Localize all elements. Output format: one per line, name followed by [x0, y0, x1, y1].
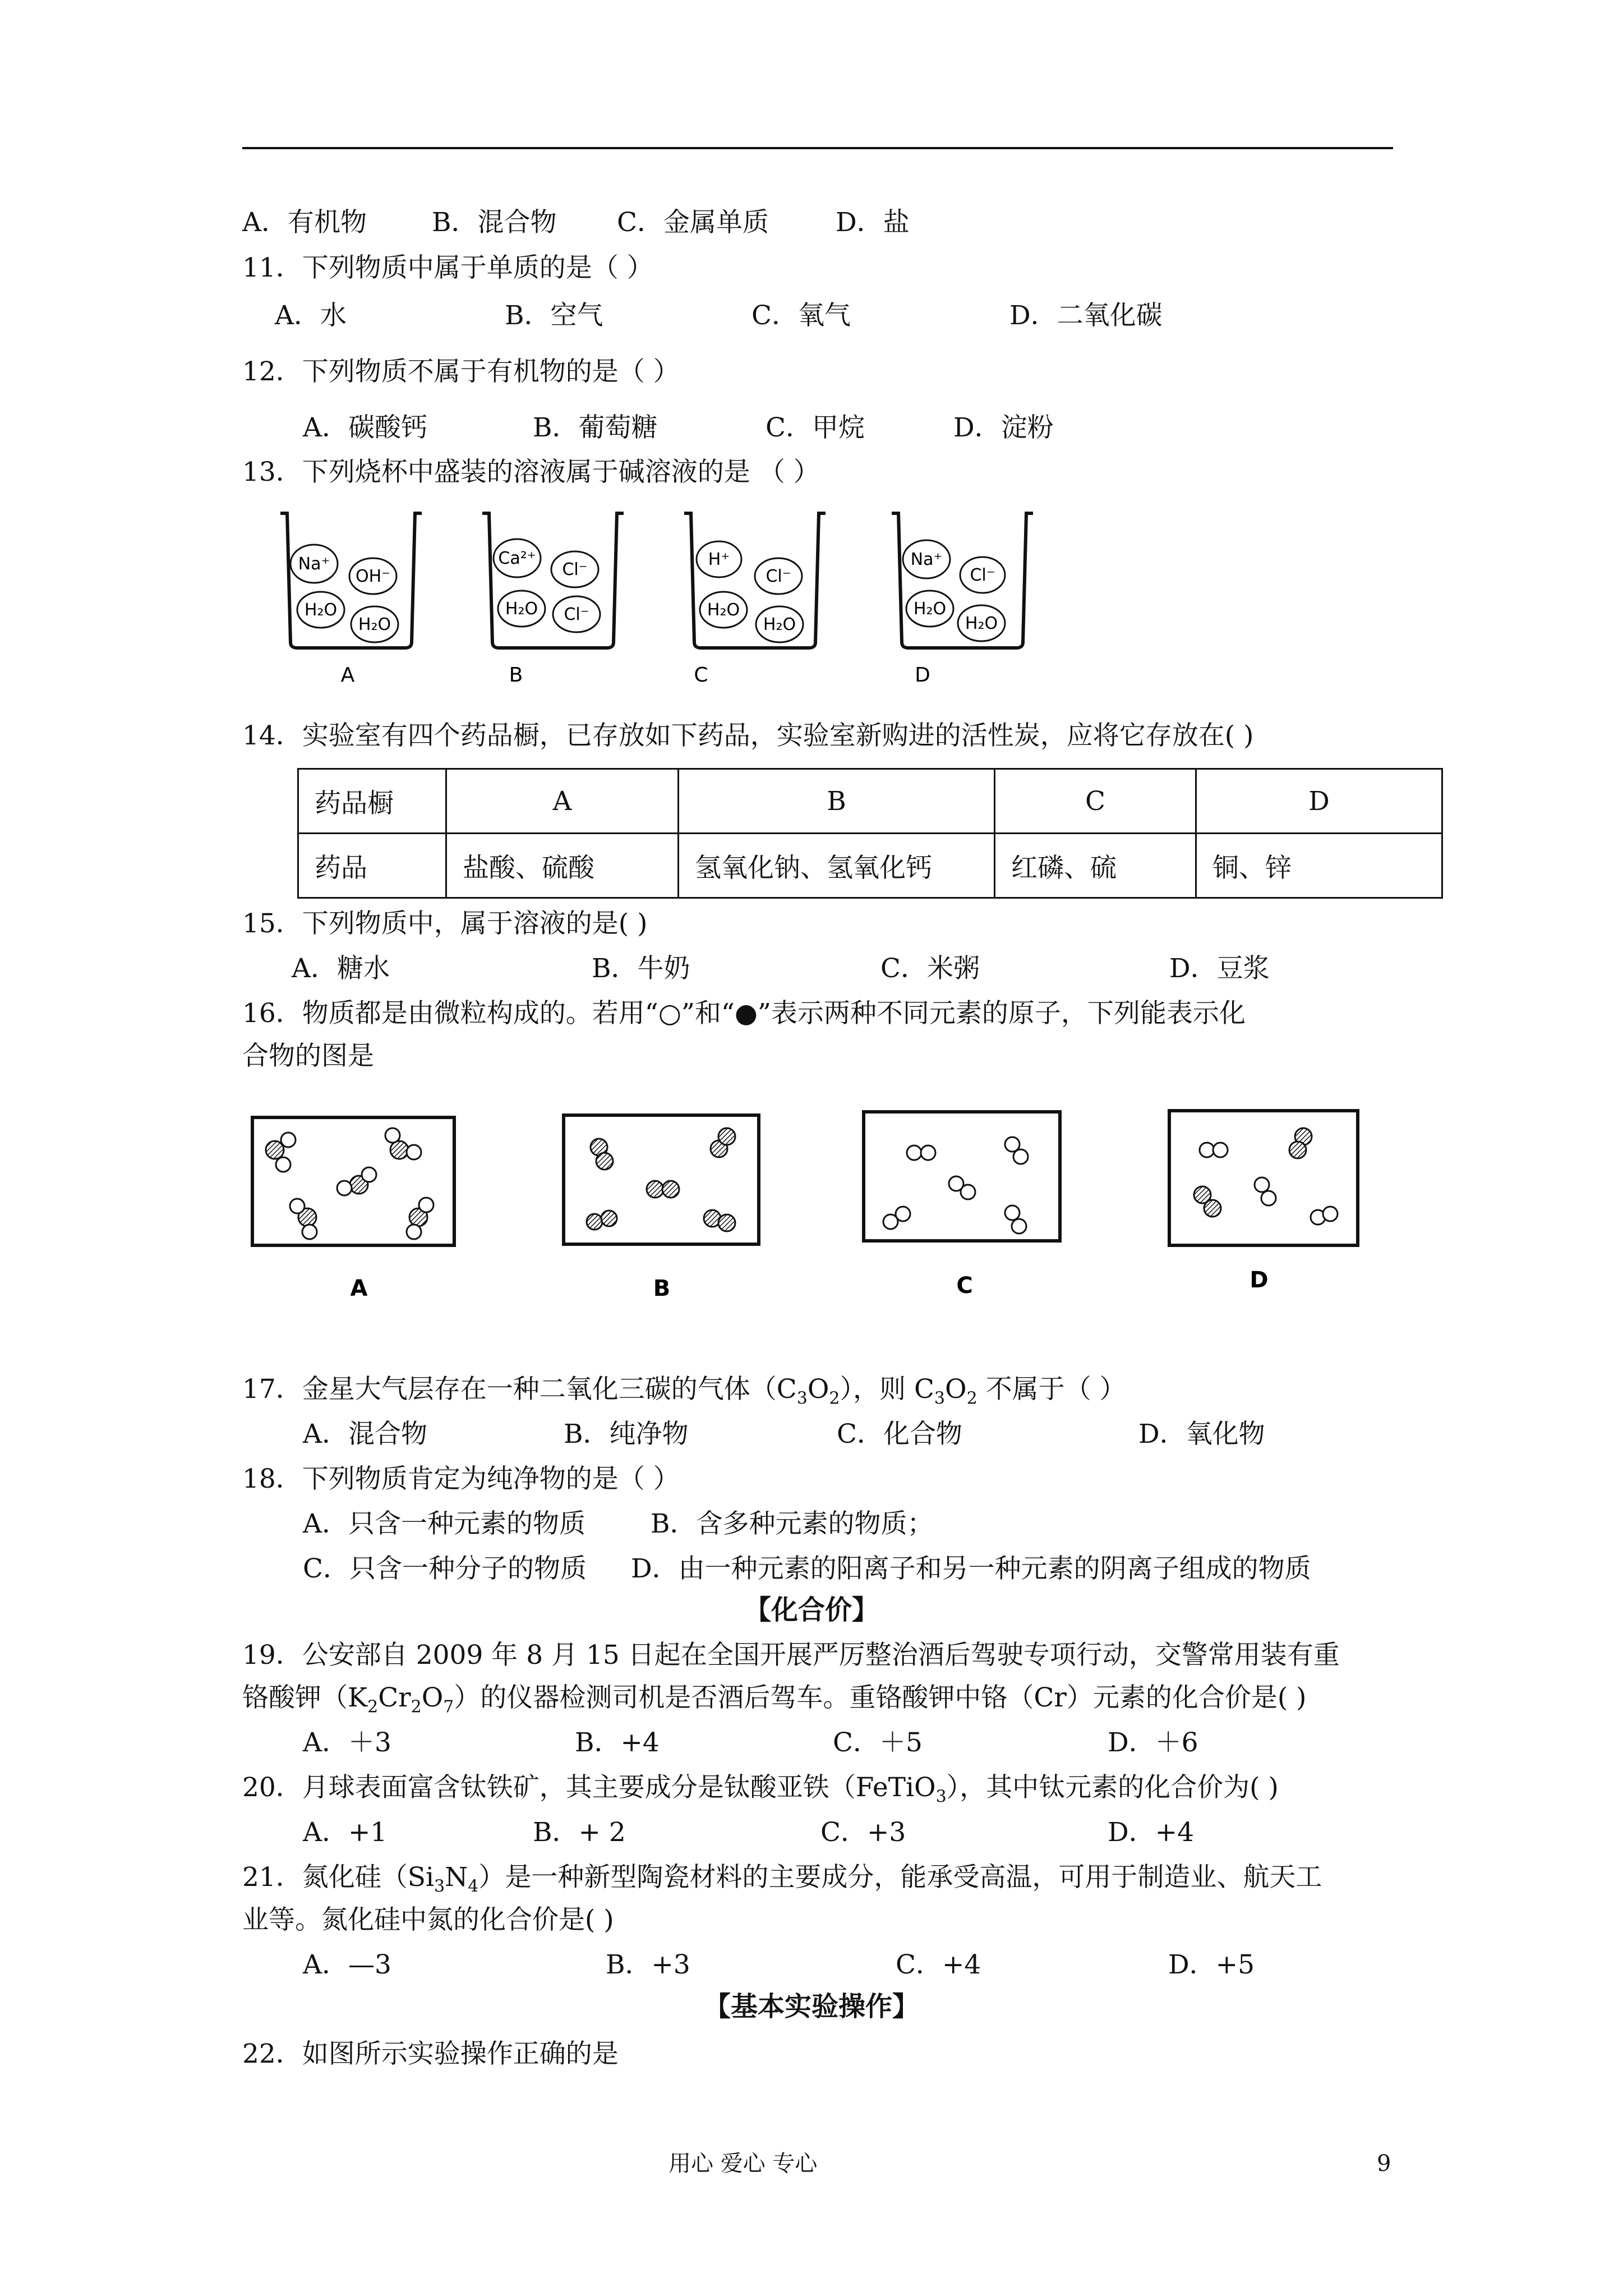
table-cell: C [995, 769, 1196, 834]
q12-option-a: A．碳酸钙 [303, 412, 427, 443]
q21-stem-text: 21．氮化硅（Si [242, 1862, 435, 1893]
table-cell: 氢氧化钠、氢氧化钙 [679, 834, 995, 898]
q17-stem-text: 不属于（ ） [977, 1374, 1126, 1405]
beaker-d-ion-3: H₂O [913, 599, 947, 619]
q15-option-d: D．豆浆 [1169, 953, 1270, 984]
beaker-b-ion-4: Cl⁻ [564, 605, 589, 624]
table-cell: 铜、锌 [1196, 834, 1442, 898]
q18-option-b: B．含多种元素的物质； [651, 1508, 934, 1539]
q13-stem: 13．下列烧杯中盛装的溶液属于碱溶液的是 （ ） [242, 457, 820, 487]
q18-option-c: C．只含一种分子的物质 [303, 1553, 587, 1584]
q16-stem-line1: 16．物质都是由微粒构成的。若用“○”和“●”表示两种不同元素的原子，下列能表示化 [242, 998, 1246, 1029]
table-cell: 红磷、硫 [995, 834, 1196, 898]
subscript: 3 [796, 1388, 808, 1409]
q22-stem: 22．如图所示实验操作正确的是 [242, 2039, 619, 2069]
q21-stem-line1 [242, 1861, 1322, 1897]
beaker-a-ion-1: Na⁺ [298, 554, 330, 574]
q20-option-a: A．+1 [303, 1817, 388, 1848]
beaker-c [684, 513, 826, 687]
table-cell: 盐酸、硫酸 [446, 834, 679, 898]
table-cell: D [1196, 769, 1442, 834]
beaker-b [482, 513, 624, 687]
subscript: 2 [829, 1388, 840, 1409]
subscript: 3 [434, 1876, 445, 1897]
beaker-d-ion-2: Cl⁻ [970, 565, 995, 585]
subscript: 2 [966, 1388, 978, 1409]
q19-stem-line1: 19．公安部自 2009 年 8 月 15 日起在全国开展严厉整治酒后驾驶专项行动，交警常用装有重 [242, 1640, 1340, 1671]
beaker-c-label: C [694, 664, 708, 687]
subscript: 2 [411, 1697, 422, 1717]
beaker-c-ion-2: Cl⁻ [766, 567, 791, 586]
beaker-b-ion-3: H₂O [505, 599, 538, 619]
q20-option-c: C．+3 [820, 1817, 906, 1848]
q16-stem-line2: 合物的图是 [242, 1041, 374, 1071]
q20-option-b: B．+ 2 [533, 1817, 626, 1848]
q11-option-a: A．水 [275, 300, 347, 331]
beaker-b-label: B [509, 664, 523, 687]
beaker-a-ion-2: OH⁻ [355, 567, 391, 586]
subscript: 2 [367, 1697, 379, 1717]
panel-b-label: B [653, 1276, 671, 1301]
q10-option-d: D．盐 [836, 207, 910, 238]
beaker-d-ion-4: H₂O [965, 614, 998, 633]
panel-a-label: A [350, 1276, 368, 1301]
subscript: 7 [443, 1697, 454, 1717]
q17-option-b: B．纯净物 [564, 1419, 689, 1450]
subscript: 3 [934, 1388, 946, 1409]
q17-option-a: A．混合物 [303, 1419, 427, 1450]
panel-c [864, 1112, 1060, 1299]
medicine-cabinet-table [297, 768, 1443, 899]
beaker-c-ion-3: H₂O [707, 600, 740, 620]
q12-option-d: D．淀粉 [953, 412, 1054, 443]
table-cell: 药品 [298, 834, 446, 898]
q17-stem-text: O [945, 1374, 967, 1405]
q18-option-d: D．由一种元素的阳离子和另一种元素的阴离子组成的物质 [631, 1553, 1311, 1584]
beaker-a-label: A [340, 664, 355, 687]
q14-stem: 14．实验室有四个药品橱，已存放如下药品，实验室新购进的活性炭，应将它存放在( ) [242, 720, 1254, 751]
q21-stem-text: ）是一种新型陶瓷材料的主要成分，能承受高温，可用于制造业、航天工 [478, 1862, 1322, 1893]
table-row [298, 834, 1442, 898]
q19-option-c: C．＋5 [833, 1727, 923, 1758]
q15-stem: 15．下列物质中，属于溶液的是( ) [242, 908, 648, 939]
q19-option-a: A．＋3 [303, 1727, 391, 1758]
q19-stem-line2 [242, 1681, 1306, 1715]
q21-stem-text: N [445, 1862, 468, 1893]
q11-option-b: B．空气 [505, 300, 603, 331]
page-number: 9 [1377, 2151, 1391, 2177]
beaker-a [280, 513, 422, 687]
q15-option-b: B．牛奶 [592, 953, 690, 984]
q19-stem-text: ）的仪器检测司机是否酒后驾车。重铬酸钾中铬（Cr）元素的化合价是( ) [454, 1682, 1307, 1713]
q11-option-c: C．氧气 [751, 300, 851, 331]
beaker-c-ion-4: H₂O [763, 615, 796, 634]
table-cell: A [446, 769, 679, 834]
panel-d-label: D [1249, 1267, 1269, 1293]
q21-option-d: D．+5 [1168, 1949, 1255, 1980]
table-cell: 药品橱 [298, 769, 446, 834]
beaker-d-ion-1: Na⁺ [910, 550, 943, 569]
panel-a [252, 1117, 454, 1301]
q17-stem [242, 1373, 1126, 1409]
q20-stem-text: 20．月球表面富含钛铁矿，其主要成分是钛酸亚铁（FeTiO [242, 1772, 936, 1803]
q19-stem-text: O [421, 1682, 444, 1713]
q13-beakers-figure [0, 0, 1623, 696]
q21-option-a: A．—3 [303, 1949, 391, 1980]
table-row [298, 769, 1442, 834]
q17-stem-text: ），则 C [840, 1374, 934, 1405]
q18-option-a: A．只含一种元素的物质 [303, 1508, 585, 1539]
q15-option-c: C．米粥 [880, 953, 980, 984]
q21-option-c: C．+4 [896, 1949, 981, 1980]
beaker-c-ion-1: H⁺ [708, 550, 730, 569]
beaker-a-ion-4: H₂O [358, 615, 391, 634]
q17-stem-text: O [807, 1374, 829, 1405]
q21-stem-line2: 业等。氮化硅中氮的化合价是( ) [242, 1904, 614, 1935]
q20-stem-text: ），其中钛元素的化合价为( ) [946, 1772, 1279, 1803]
q17-option-d: D．氧化物 [1138, 1419, 1265, 1450]
beaker-d [892, 513, 1033, 687]
q19-stem-text: 铬酸钾（K [242, 1682, 368, 1713]
q10-option-b: B．混合物 [432, 207, 557, 238]
q21-option-b: B．+3 [606, 1949, 690, 1980]
panel-c-label: C [956, 1273, 973, 1299]
q19-option-d: D．＋6 [1108, 1727, 1198, 1758]
section-heading-valence: 【化合价】 [744, 1594, 879, 1626]
footer-motto: 用心 爱心 专心 [668, 2151, 818, 2177]
q16-particle-figure [0, 1094, 1623, 1307]
panel-b [564, 1115, 759, 1301]
subscript: 4 [468, 1876, 479, 1897]
q19-option-b: B．+4 [575, 1727, 660, 1758]
beaker-b-ion-1: Ca²⁺ [498, 549, 536, 568]
beaker-d-label: D [915, 664, 930, 687]
q12-option-c: C．甲烷 [766, 412, 865, 443]
q12-option-b: B．葡萄糖 [533, 412, 658, 443]
beaker-b-ion-2: Cl⁻ [562, 560, 588, 579]
beaker-a-ion-3: H₂O [304, 600, 338, 620]
q17-option-c: C．化合物 [837, 1419, 962, 1450]
q19-stem-text: Cr [378, 1682, 411, 1713]
table-cell: B [679, 769, 995, 834]
q12-stem: 12．下列物质不属于有机物的是（ ） [242, 356, 680, 387]
subscript: 3 [935, 1787, 947, 1807]
q17-stem-text: 17．金星大气层存在一种二氧化三碳的气体（C [242, 1374, 797, 1405]
q20-stem [242, 1771, 1279, 1805]
q20-option-d: D．+4 [1108, 1817, 1194, 1848]
q10-option-a: A．有机物 [242, 207, 367, 238]
q11-option-d: D．二氧化碳 [1009, 300, 1163, 331]
q10-option-c: C．金属单质 [617, 207, 769, 238]
q11-stem: 11．下列物质中属于单质的是（ ） [242, 252, 653, 283]
q18-stem: 18．下列物质肯定为纯净物的是（ ） [242, 1464, 680, 1494]
q15-option-a: A．糖水 [292, 953, 390, 984]
panel-d [1169, 1111, 1358, 1293]
section-heading-lab-operations: 【基本实验操作】 [703, 1991, 919, 2022]
